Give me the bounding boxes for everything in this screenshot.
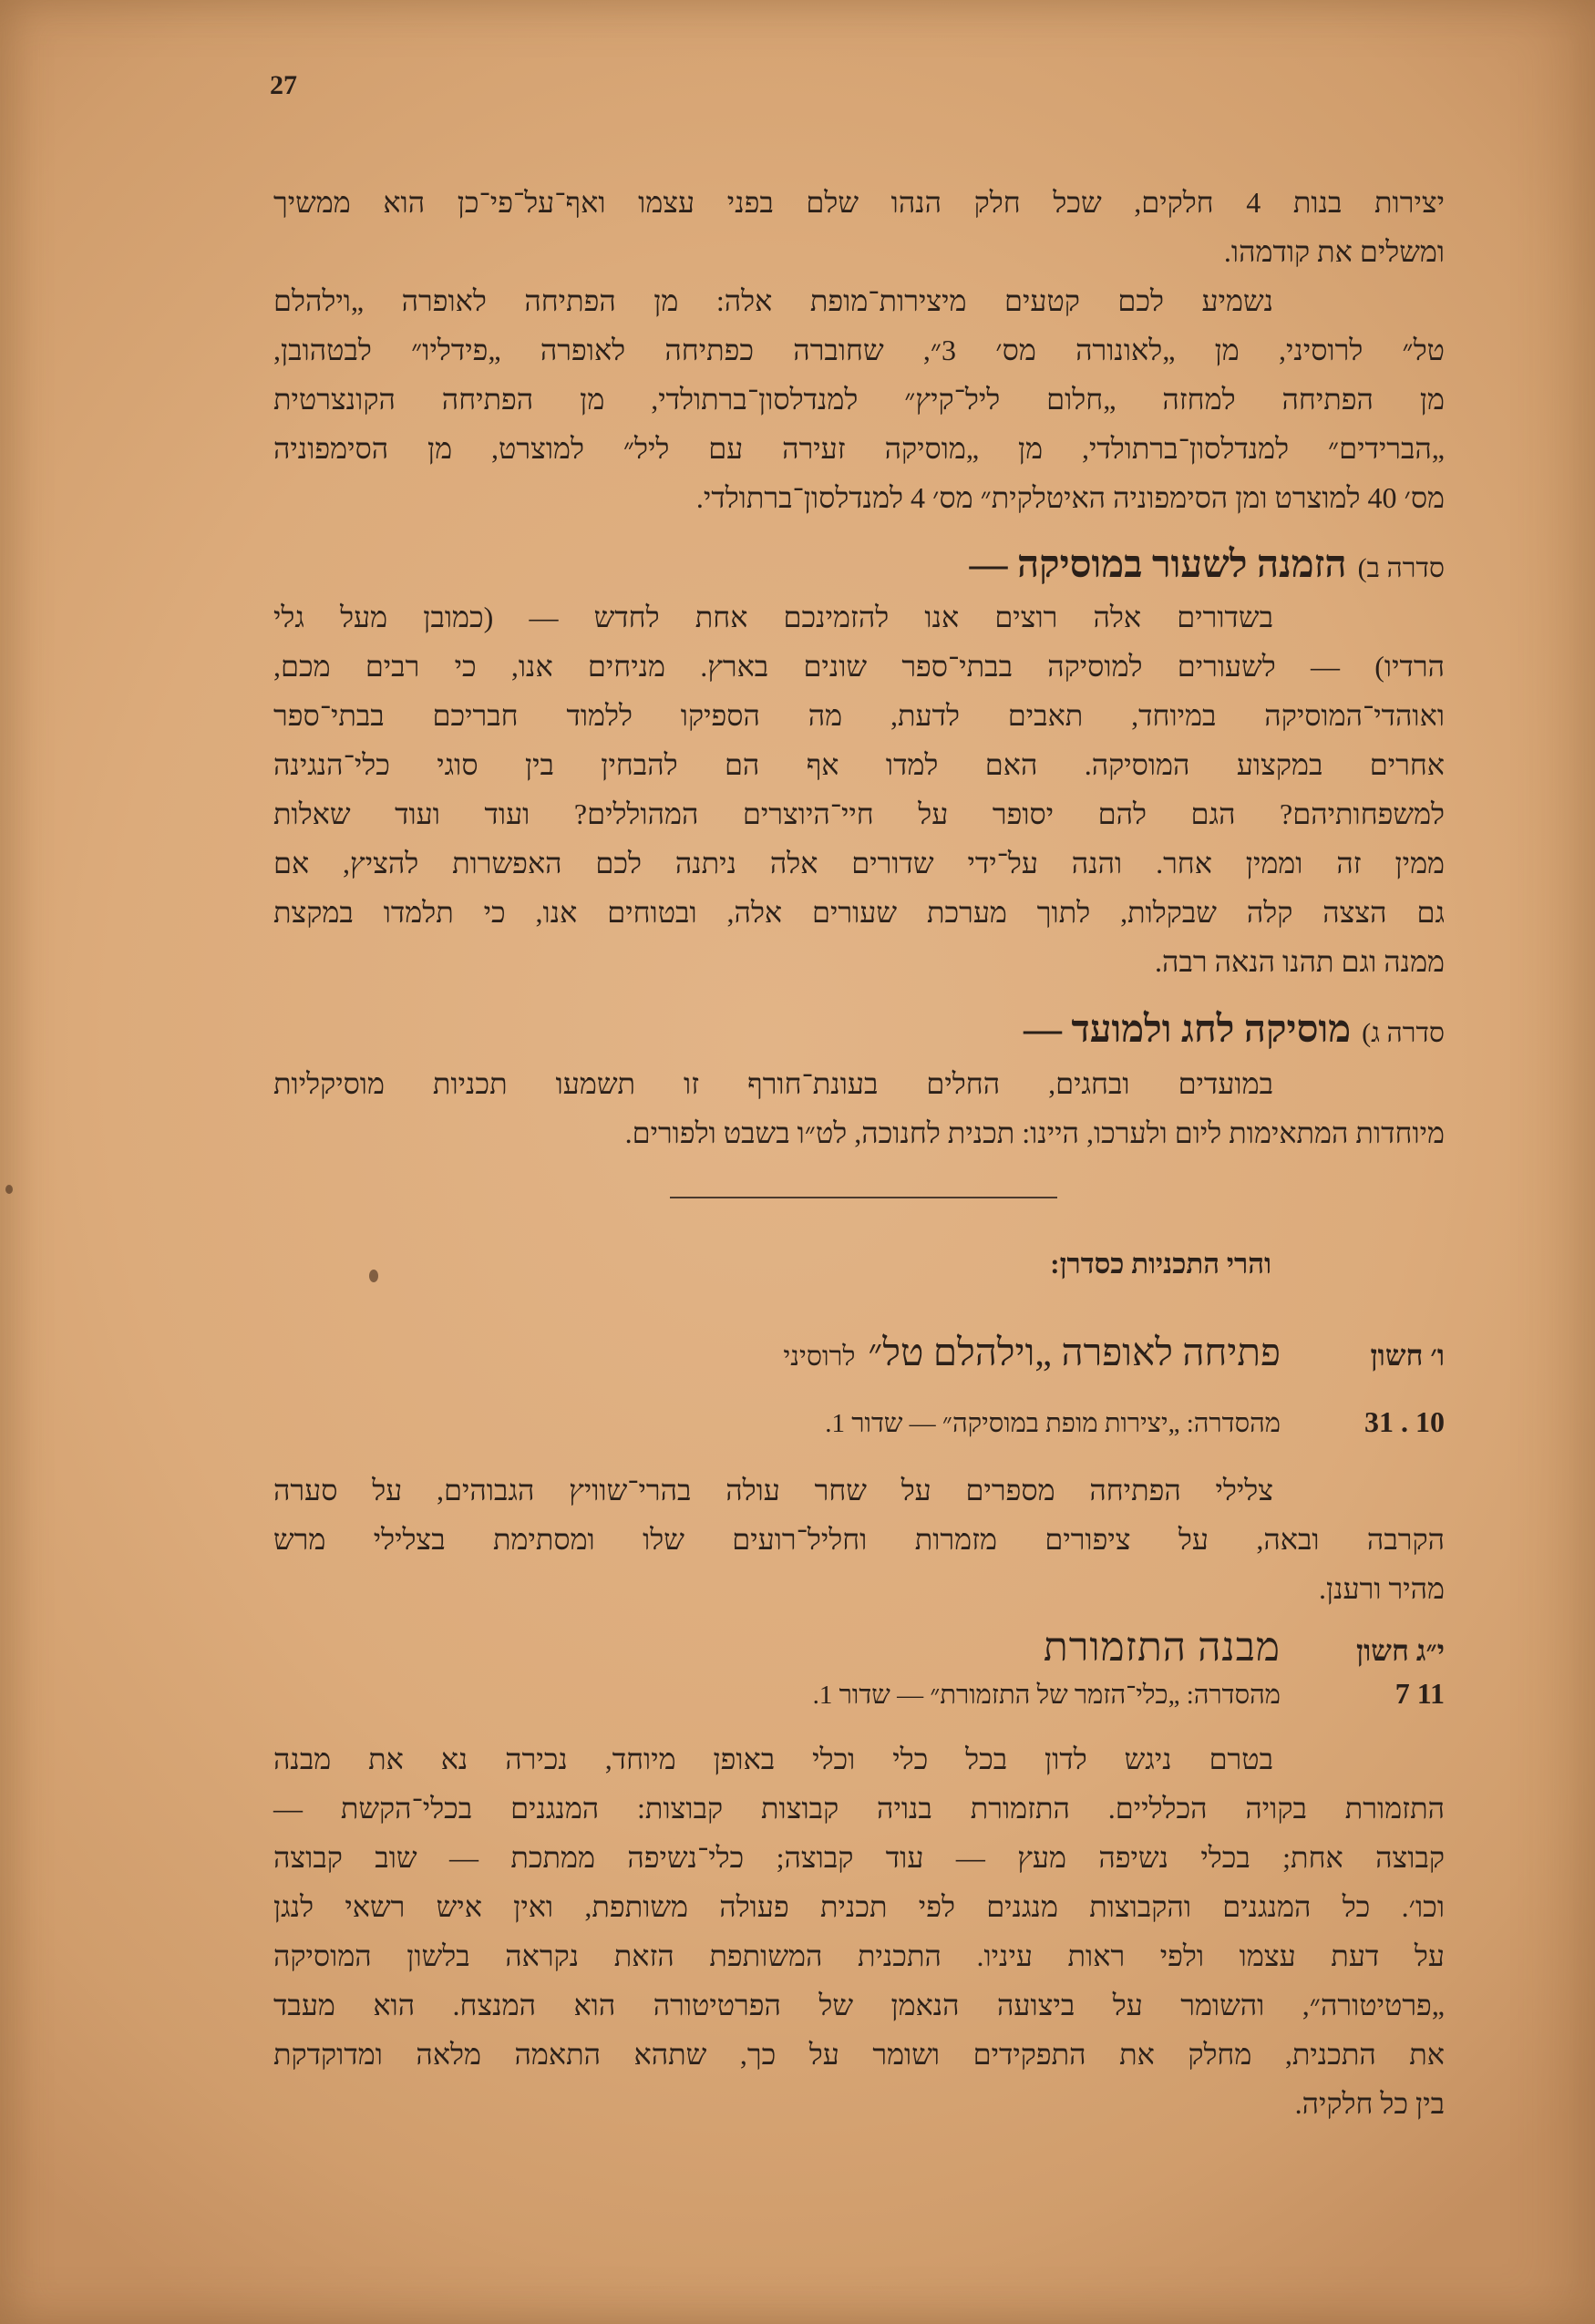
series-b-paragraph [273,592,1445,986]
text-line: גם הצצה קלה שבקלות, לתוך מערכת שעורים אלה, ובטוחים אנו, כי תלמדו במקצת [273,896,1445,929]
program-2-hebrew-date: י״ג חשון [1355,1634,1445,1667]
program-2-subheader [273,1670,1445,1717]
program-1-header [273,1326,1445,1381]
paragraph-excerpts [273,276,1445,522]
program-1-series: מהסדרה: „יצירות מופת במוסיקה״ — שדור 1. [825,1409,1281,1438]
text-line: קבוצה אחת; בכלי נשיפה מעץ — עוד קבוצה; כלי־נשיפה ממתכת — שוב קבוצה [273,1841,1445,1874]
page-number: 27 [270,70,297,100]
text-line: הרדיו) — לשעורים למוסיקה בבתי־ספר שונים בארץ. מניחים אנו, כי רבים מכם, [273,650,1445,683]
program-1-composer: לרוסיני [783,1342,856,1372]
text-line: התזמורת בקויה הכלליים. התזמורת בנויה קבוצות קבוצות: המנגנים בכלי־הקשת — [273,1792,1445,1825]
text-line: „פרטיטורה״, והשומר על ביצועה הנאמן של הפרטיטורה הוא המנצח. הוא מעבד [273,1989,1445,2021]
text-line: בשדורים אלה רוצים אנו להזמינכם אחת לחדש — (כמובן מעל גלי [273,601,1273,633]
program-2-description [273,1734,1445,2128]
text-line: „הברידים״ למנדלסון־ברתולדי, מן „מוסיקה זעירה עם ליל״ למוצרט, מן הסימפוניה [273,432,1445,465]
text-line: צלילי הפתיחה מספרים על שחר עולה בהרי־שוויץ הגבוהים, על סערה [273,1474,1273,1506]
series-c-paragraph [273,1059,1445,1157]
text-line: מהיר ורענן. [1318,1572,1445,1605]
text-line: וכו׳. כל המנגנים והקבוצות מנגנים לפי תכנית פעולה משותפת, ואין איש רשאי לנגן [273,1890,1445,1923]
text-line: טל״ לרוסיני, מן „לאונורה מס׳ 3״, שחוברה כפתיחה לאופרה „פידליו״ לבטהובן, [273,334,1446,366]
series-b-title: הזמנה לשעור במוסיקה — [969,544,1347,586]
text-line: מן הפתיחה למחזה „חלום ליל־קיץ״ למנדלסון־ברתולדי, מן הפתיחה הקונצרטית [273,383,1445,416]
series-c-heading [273,1003,1445,1057]
text-line: במועדים ובחגים, החלים בעונת־חורף זו תשמעו תכניות מוסיקליות [273,1067,1273,1100]
series-b-heading [273,538,1445,592]
text-line: על דעת עצמו ולפי ראות עיניו. התכנית המשותפת הזאת נקראה בלשון המוסיקה [273,1939,1445,1972]
program-1-title: פתיחה לאופרה „וילהלם טל״ [868,1332,1281,1374]
ink-spot [369,1270,378,1282]
text-line: אחרים במקצוע המוסיקה. האם למדו אף הם להבחין בין סוגי כלי־הנגינה [273,748,1445,781]
program-1-description [273,1465,1445,1613]
series-b-label: סדרה ב) [1357,553,1445,583]
text-line: ממין זה וממין אחר. והנה על־ידי שדורים אלה ניתנה לכם האפשרות להציץ, אם [273,847,1445,879]
text-line: יצירות בנות 4 חלקים, שכל חלק הנהו שלם בפני עצמו ואף־על־פי־כן הוא ממשיך [273,186,1446,219]
text-line: הקרבה ובאה, על ציפורים מזמרות וחליל־רועים שלו ומסתימת בצלילי מרש [273,1523,1445,1556]
text-line: בין כל חלקיה. [1294,2087,1445,2120]
schedule-intro: והרי התכניות כסדרן: [1050,1248,1271,1280]
paragraph-continuation [273,178,1445,276]
ink-spot [5,1185,13,1194]
section-divider [670,1197,1057,1198]
program-1-hebrew-date: ו׳ חשון [1370,1339,1445,1372]
text-line: ומשלים את קודמהו. [1223,235,1445,268]
program-2-header [273,1620,1445,1675]
text-line: למשפחותיהם? הגם להם יסופר על חיי־היוצרים המהוללים? ועוד ועוד שאלות [273,797,1445,830]
text-line: ממנה וגם תהנו הנאה רבה. [1155,945,1445,978]
program-2-title: מבנה התזמורת [1043,1625,1281,1670]
series-c-title: מוסיקה לחג ולמועד — [1024,1009,1352,1051]
program-2-date: 7 11 [1394,1677,1445,1710]
series-c-label: סדרה ג) [1362,1018,1445,1048]
text-line: מיוחדות המתאימות ליום ולערכו, היינו: תכנית לחנוכה, לט״ו בשבט ולפורים. [624,1116,1445,1149]
text-line: ואוהדי־המוסיקה במיוחד, תאבים לדעת, מה הספיקו ללמוד חבריכם בבתי־ספר [273,699,1445,732]
program-1-date: 31 . 10 [1364,1405,1445,1438]
text-line: נשמיע לכם קטעים מיצירות־מופת אלה: מן הפתיחה לאופרה „וילהלם [273,284,1273,317]
text-line: את התכנית, מחלק את התפקידים ושומר על כך, שתהא התאמה מלאה ומדוקדקת [273,2038,1445,2071]
program-2-series: מהסדרה: „כלי־הזמר של התזמורת״ — שדור 1. [812,1681,1281,1710]
text-line: מס׳ 40 למוצרט ומן הסימפוניה האיטלקית״ מס׳ 4 למנדלסון־ברתולדי. [695,481,1445,514]
text-line: בטרם ניגש לדון בכל כלי וכלי באופן מיוחד, נכירה נא את מבנה [273,1743,1273,1775]
program-1-subheader [273,1397,1445,1446]
